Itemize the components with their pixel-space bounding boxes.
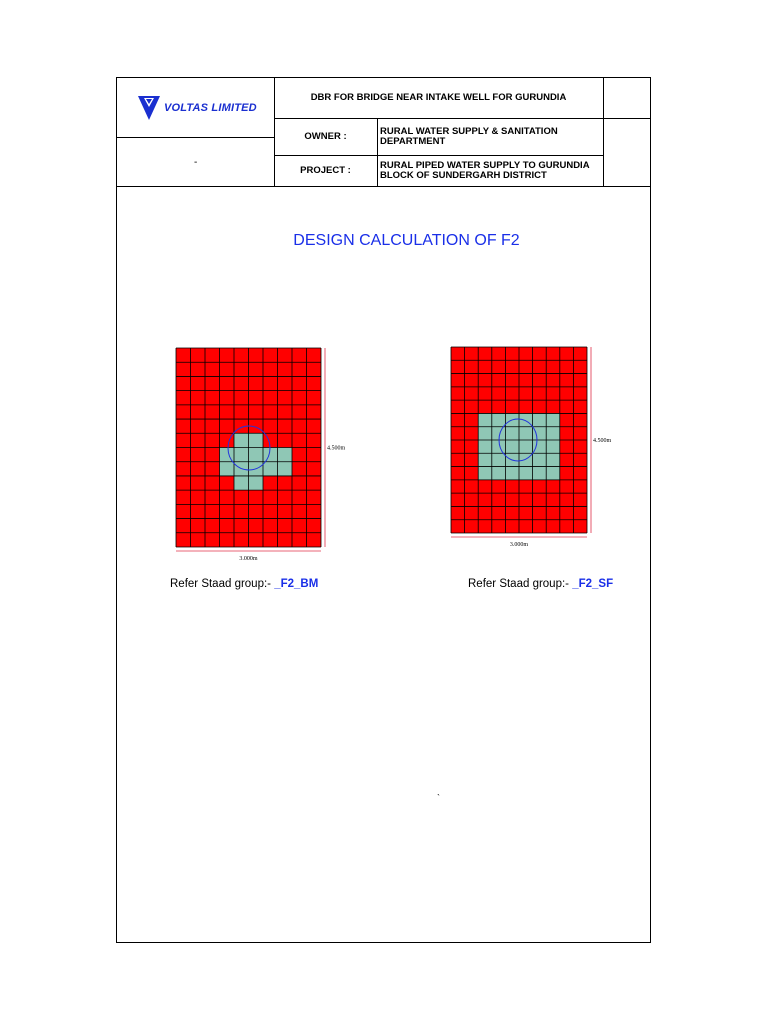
project-label: PROJECT : [300, 165, 351, 176]
staad-group-name: _F2_SF [572, 578, 614, 590]
stray-mark: ` [437, 793, 440, 803]
column-zone-cell [234, 433, 249, 447]
header-row-divider [603, 118, 651, 119]
column-zone-cell [478, 467, 492, 480]
column-zone-cell [505, 427, 519, 440]
column-zone-cell [533, 467, 547, 480]
column-zone-cell [546, 427, 560, 440]
company-logo [138, 94, 257, 122]
column-zone-cell [220, 448, 235, 462]
column-zone-cell [505, 440, 519, 453]
column-zone-cell [278, 462, 293, 476]
column-zone-cell [220, 462, 235, 476]
figure-caption-bm [170, 578, 318, 590]
height-dimension-label: 4.500m [593, 438, 612, 444]
column-zone-cell [234, 476, 249, 490]
owner-label: OWNER : [304, 131, 347, 142]
column-zone-cell [533, 413, 547, 426]
column-zone-cell [505, 467, 519, 480]
header-bottom-border [116, 186, 651, 187]
voltas-emblem-icon [138, 94, 160, 122]
header-row-divider [116, 137, 274, 138]
column-zone-cell [278, 448, 293, 462]
column-zone-cell [546, 440, 560, 453]
column-zone-cell [263, 462, 278, 476]
column-zone-cell [546, 413, 560, 426]
column-zone-cell [249, 448, 264, 462]
page-title: DESIGN CALCULATION OF F2 [293, 232, 520, 249]
header-column-divider [603, 77, 604, 186]
mesh-figure-bm [170, 340, 360, 560]
staad-group-name: _F2_BM [274, 578, 319, 590]
column-zone-cell [519, 467, 533, 480]
column-zone-cell [546, 453, 560, 466]
document-title: DBR FOR BRIDGE NEAR INTAKE WELL FOR GURUNDIA [310, 92, 567, 103]
column-zone-cell [519, 427, 533, 440]
header-column-divider [377, 118, 378, 186]
figure-caption-sf [468, 578, 613, 590]
owner-value: RURAL WATER SUPPLY & SANITATION DEPARTMENT [380, 126, 558, 147]
column-zone-cell [519, 440, 533, 453]
column-zone-cell [249, 433, 264, 447]
column-zone-cell [478, 453, 492, 466]
column-zone-cell [546, 467, 560, 480]
column-zone-cell [249, 476, 264, 490]
column-zone-cell [478, 413, 492, 426]
column-zone-cell [478, 440, 492, 453]
column-zone-cell [234, 448, 249, 462]
caption-prefix: Refer Staad group:- [468, 578, 570, 590]
mesh-figure-sf [445, 340, 635, 550]
left-cell-mark: - [194, 157, 198, 168]
column-zone-cell [478, 427, 492, 440]
project-value: RURAL PIPED WATER SUPPLY TO GURUNDIA BLOCK OF SUNDERGARH DISTRICT [380, 160, 590, 181]
width-dimension-label: 3.000m [239, 556, 258, 560]
width-dimension-label: 3.000m [509, 542, 529, 548]
column-zone-cell [492, 467, 506, 480]
company-name: VOLTAS LIMITED [164, 102, 257, 114]
caption-prefix: Refer Staad group:- [170, 578, 272, 590]
column-zone-cell [533, 453, 547, 466]
height-dimension-label: 4.500m [327, 445, 346, 452]
column-zone-cell [492, 453, 506, 466]
column-zone-cell [492, 413, 506, 426]
